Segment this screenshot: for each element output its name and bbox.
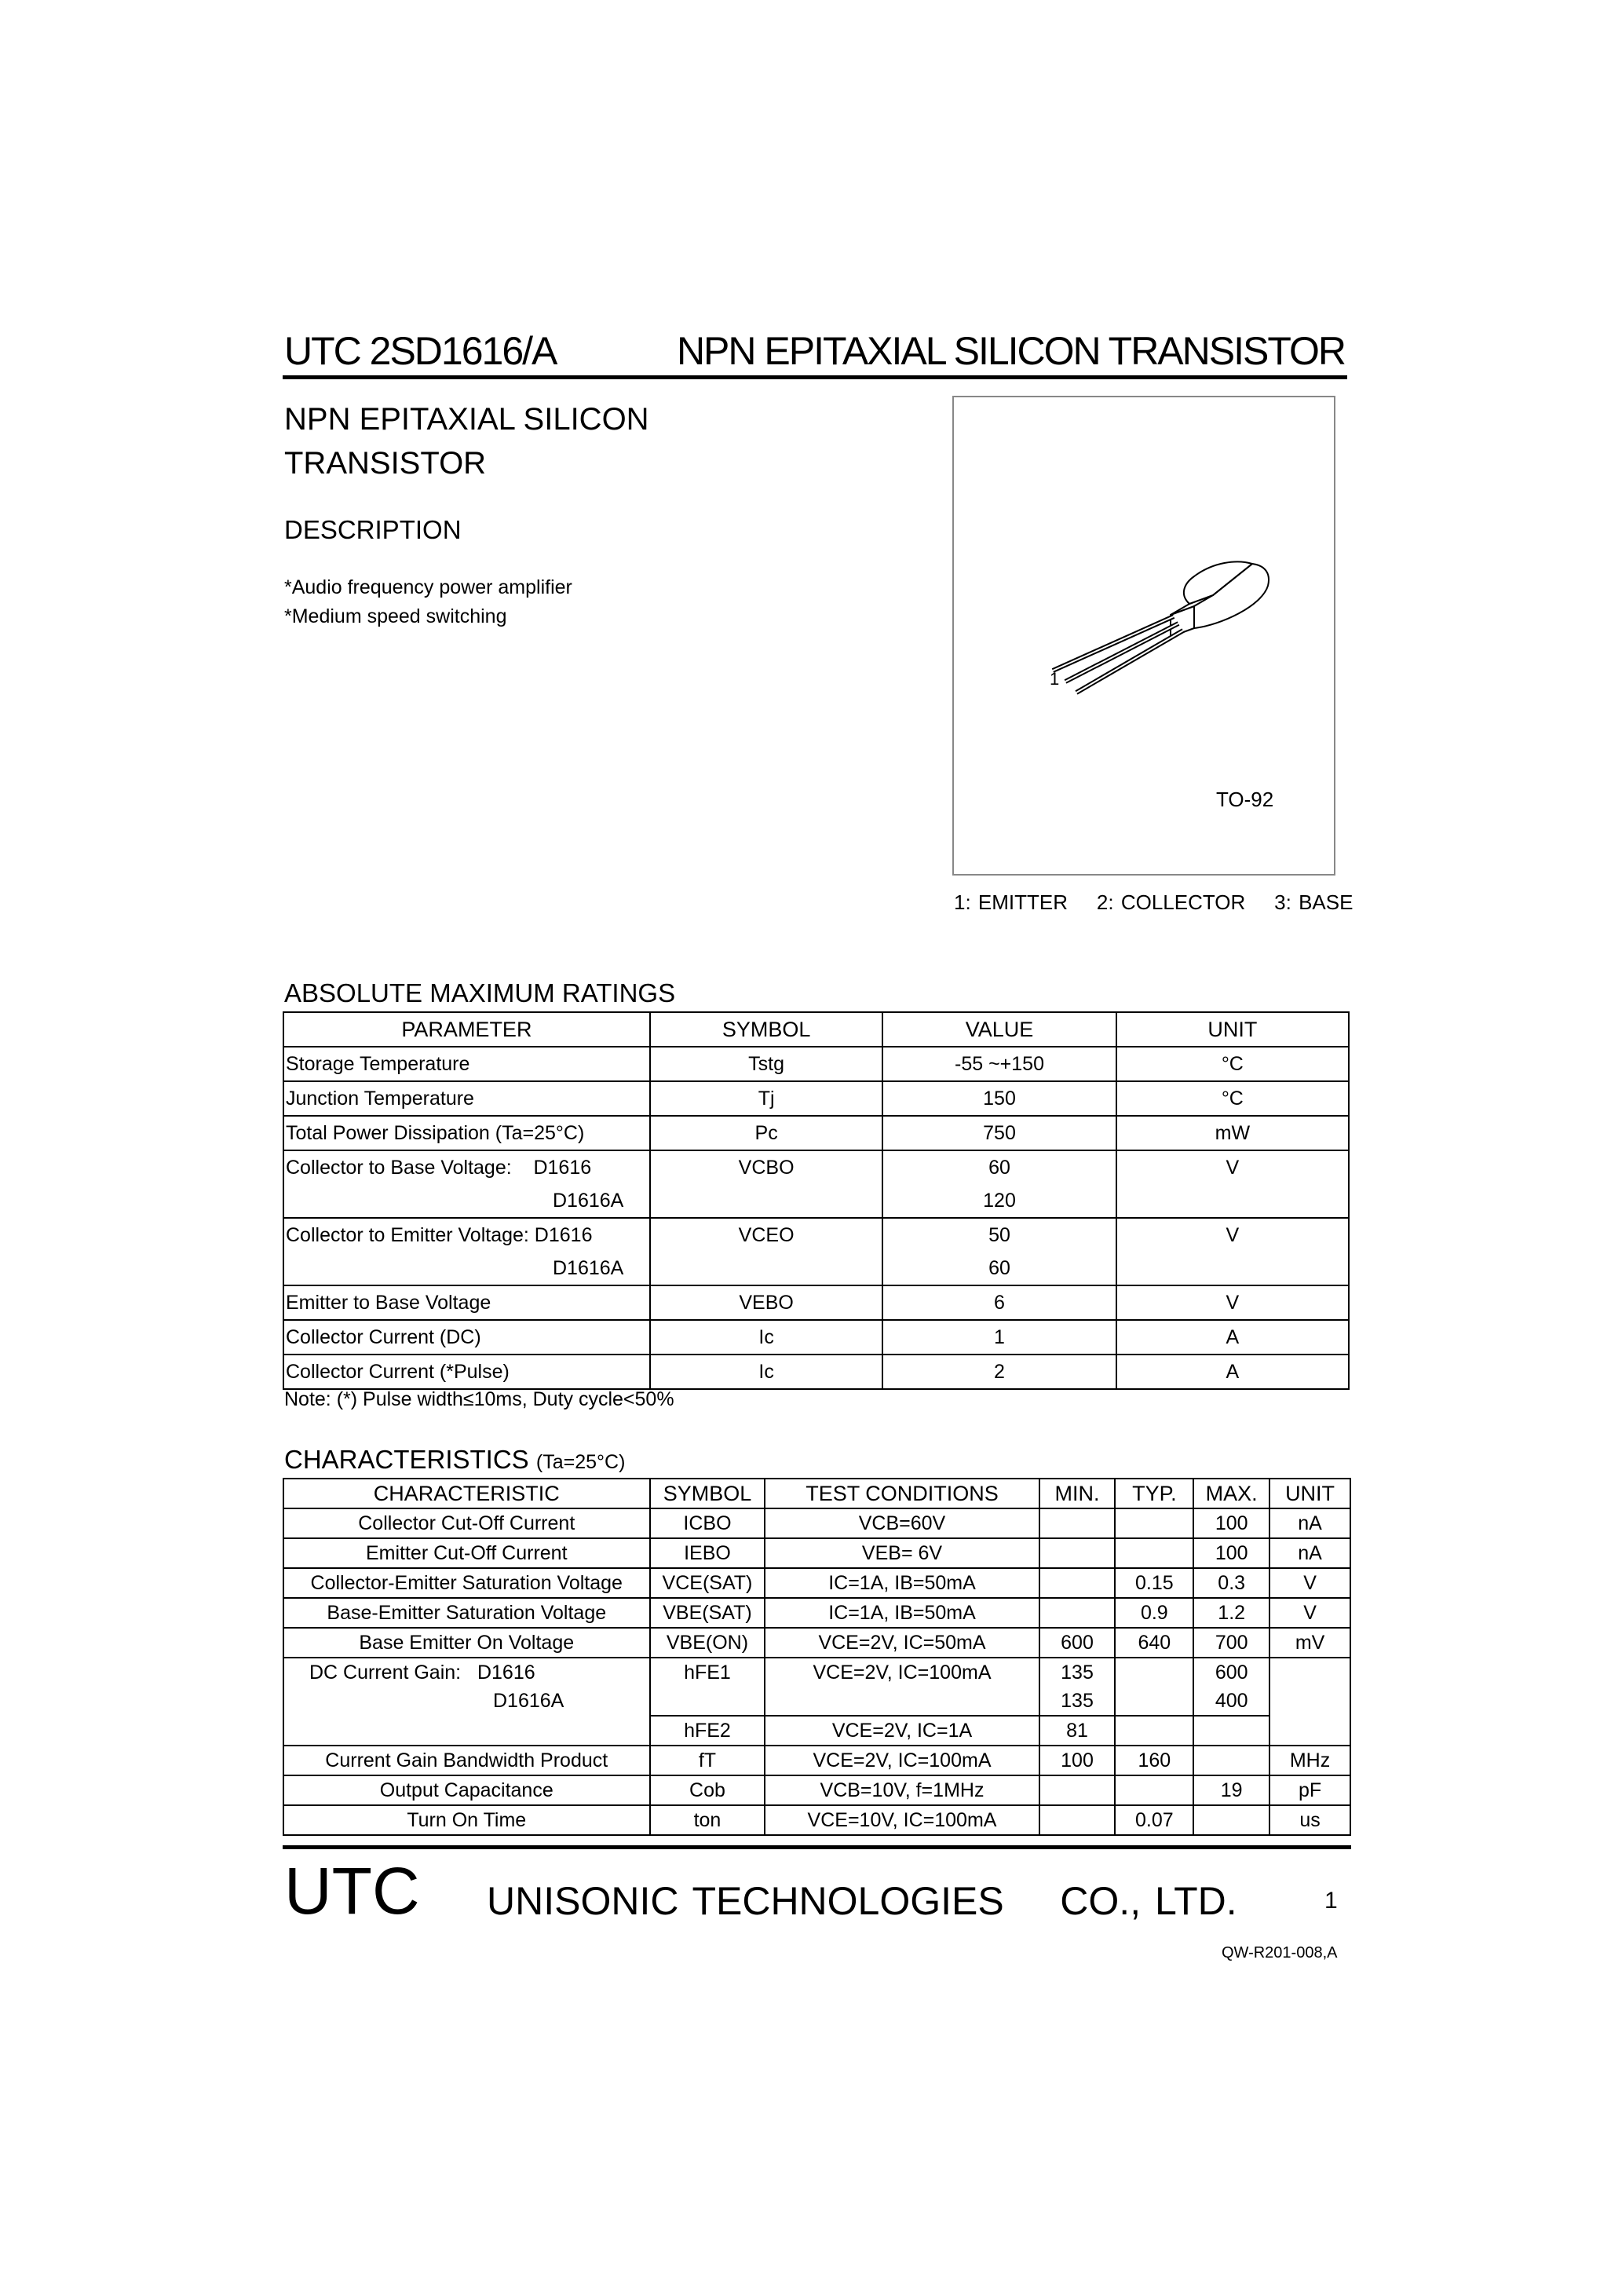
unit-cell: mW [1116,1116,1349,1150]
symbol-cell: Tstg [650,1047,882,1081]
condition-cell: VCE=10V, IC=100mA [765,1805,1039,1835]
table-row [283,1218,1349,1285]
value-line: 60 [988,1257,1010,1279]
symbol-cell: Tj [650,1081,882,1116]
value-cell [882,1218,1116,1285]
param-line: D1616A [553,1257,624,1279]
param-line: Collector to Emitter Voltage: D1616 [286,1224,593,1246]
condition-cell: IC=1A, IB=50mA [765,1598,1039,1628]
unit-cell: nA [1269,1508,1350,1538]
max-cell: 0.3 [1193,1568,1269,1598]
param-cell: Collector Current (*Pulse) [283,1355,650,1389]
dc-gain-cell [283,1658,650,1746]
min-cell [1039,1805,1116,1835]
table-row [283,1775,1350,1805]
param-line: Collector to Base Voltage: D1616 [286,1157,592,1179]
symbol-cell: VCEO [650,1218,882,1285]
characteristic-cell: Current Gain Bandwidth Product [283,1746,650,1775]
pin-1-marker: 1 [1050,669,1060,689]
description-heading: DESCRIPTION [284,515,462,544]
symbol-cell: VBE(ON) [650,1628,765,1658]
condition-cell: IC=1A, IB=50mA [765,1568,1039,1598]
max-cell [1193,1746,1269,1775]
package-name: TO-92 [1216,788,1274,811]
max-cell: 700 [1193,1628,1269,1658]
symbol-cell: VCE(SAT) [650,1568,765,1598]
col-header: MAX. [1193,1479,1269,1508]
footer-rule [283,1845,1351,1849]
unit-cell: V [1269,1598,1350,1628]
to92-transistor-icon [954,397,1334,874]
param-cell: Junction Temperature [283,1081,650,1116]
typ-cell: 0.9 [1115,1598,1193,1628]
max-cell [1193,1716,1269,1746]
min-cell [1039,1568,1116,1598]
max-cell: 19 [1193,1775,1269,1805]
typ-cell: 0.07 [1115,1805,1193,1835]
symbol-cell: VCBO [650,1150,882,1218]
characteristic-cell: Emitter Cut-Off Current [283,1538,650,1568]
max-cell [1193,1658,1269,1716]
unit-cell: V [1116,1150,1349,1218]
symbol-cell: fT [650,1746,765,1775]
symbol-cell: IEBO [650,1538,765,1568]
symbol-cell: Ic [650,1320,882,1355]
footer-logo: UTC [284,1854,420,1928]
param-line: D1616A [553,1190,624,1212]
typ-cell [1115,1716,1193,1746]
symbol-cell: VEBO [650,1285,882,1320]
min-cell [1039,1508,1116,1538]
description-item: *Audio frequency power amplifier [284,576,572,598]
min-line: 135 [1061,1690,1094,1712]
col-header: SYMBOL [650,1012,882,1047]
table-row [283,1355,1349,1389]
condition-cell: VCE=2V, IC=1A [765,1716,1039,1746]
value-cell: 2 [882,1355,1116,1389]
table-row [283,1658,1350,1716]
dc-gain-label: DC Current Gain: D1616 [309,1662,535,1684]
typ-cell: 160 [1115,1746,1193,1775]
max-cell: 100 [1193,1538,1269,1568]
symbol-cell: ICBO [650,1508,765,1538]
max-line: 600 [1215,1662,1248,1684]
characteristic-cell: Base-Emitter Saturation Voltage [283,1598,650,1628]
table-header-row [283,1012,1349,1047]
typ-cell [1115,1508,1193,1538]
min-cell [1039,1598,1116,1628]
abs-max-note: Note: (*) Pulse width≤10ms, Duty cycle<50% [284,1388,674,1410]
page-title [284,397,649,485]
unit-cell: V [1269,1568,1350,1598]
col-header: VALUE [882,1012,1116,1047]
characteristic-cell: Collector-Emitter Saturation Voltage [283,1568,650,1598]
value-cell [882,1150,1116,1218]
table-row [283,1805,1350,1835]
min-cell: 100 [1039,1746,1116,1775]
value-line: 120 [983,1190,1016,1212]
table-row [283,1116,1349,1150]
min-cell [1039,1658,1116,1716]
param-cell: Emitter to Base Voltage [283,1285,650,1320]
col-header: SYMBOL [650,1479,765,1508]
max-cell: 100 [1193,1508,1269,1538]
abs-max-table [283,1011,1350,1390]
symbol-cell: Cob [650,1775,765,1805]
col-header: TEST CONDITIONS [765,1479,1039,1508]
unit-cell: °C [1116,1047,1349,1081]
pin-legend: 1: EMITTER 2: COLLECTOR 3: BASE [954,890,1353,914]
unit-cell: °C [1116,1081,1349,1116]
characteristic-cell: Turn On Time [283,1805,650,1835]
param-cell: Total Power Dissipation (Ta=25°C) [283,1116,650,1150]
table-row [283,1598,1350,1628]
characteristic-cell: Output Capacitance [283,1775,650,1805]
unit-cell: nA [1269,1538,1350,1568]
title-line-1: NPN EPITAXIAL SILICON [284,402,649,437]
characteristics-table [283,1478,1351,1836]
table-row [283,1285,1349,1320]
unit-cell: V [1116,1285,1349,1320]
min-cell: 81 [1039,1716,1116,1746]
condition-cell: VCB=60V [765,1508,1039,1538]
table-row [283,1538,1350,1568]
max-line: 400 [1215,1690,1248,1712]
characteristic-cell: Base Emitter On Voltage [283,1628,650,1658]
unit-cell: V [1116,1218,1349,1285]
value-cell: 1 [882,1320,1116,1355]
min-cell [1039,1538,1116,1568]
value-cell: -55 ~+150 [882,1047,1116,1081]
condition-cell: VCE=2V, IC=50mA [765,1628,1039,1658]
footer-company-name: UNISONIC TECHNOLOGIES CO., LTD. [487,1879,1237,1923]
unit-cell: us [1269,1805,1350,1835]
dc-gain-label-2: D1616A [493,1690,564,1712]
title-line-2: TRANSISTOR [284,446,487,481]
condition-cell: VCB=10V, f=1MHz [765,1775,1039,1805]
document-number: QW-R201-008,A [1222,1944,1338,1961]
table-row [283,1320,1349,1355]
condition-cell: VCE=2V, IC=100mA [765,1658,1039,1716]
abs-max-heading: ABSOLUTE MAXIMUM RATINGS [284,978,676,1007]
table-row [283,1150,1349,1218]
symbol-cell: VBE(SAT) [650,1598,765,1628]
min-cell [1039,1775,1116,1805]
typ-cell: 0.15 [1115,1568,1193,1598]
unit-cell: A [1116,1355,1349,1389]
symbol-cell: hFE2 [650,1716,765,1746]
value-cell: 6 [882,1285,1116,1320]
table-row [283,1081,1349,1116]
max-cell: 1.2 [1193,1598,1269,1628]
condition-cell: VEB= 6V [765,1538,1039,1568]
param-cell: Collector Current (DC) [283,1320,650,1355]
min-cell: 600 [1039,1628,1116,1658]
typ-cell: 640 [1115,1628,1193,1658]
header-part-number: UTC 2SD1616/A [284,329,557,373]
col-header: UNIT [1116,1012,1349,1047]
table-row [283,1628,1350,1658]
value-line: 60 [988,1157,1010,1179]
unit-cell: mV [1269,1628,1350,1658]
col-header: UNIT [1269,1479,1350,1508]
typ-cell [1115,1658,1193,1716]
param-cell: Storage Temperature [283,1047,650,1081]
description-item: *Medium speed switching [284,605,507,627]
unit-cell: MHz [1269,1746,1350,1775]
symbol-cell: Pc [650,1116,882,1150]
unit-cell: pF [1269,1775,1350,1805]
max-cell [1193,1805,1269,1835]
characteristics-condition: (Ta=25°C) [535,1451,626,1473]
table-row [283,1568,1350,1598]
table-row [283,1746,1350,1775]
value-line: 50 [988,1224,1010,1246]
header-rule [283,375,1347,379]
typ-cell [1115,1775,1193,1805]
condition-cell: VCE=2V, IC=100mA [765,1746,1039,1775]
characteristics-heading [284,1445,625,1475]
unit-cell [1269,1658,1350,1746]
symbol-cell: hFE1 [650,1658,765,1716]
table-row [283,1508,1350,1538]
col-header: TYP. [1115,1479,1193,1508]
col-header: CHARACTERISTIC [283,1479,650,1508]
table-row [283,1047,1349,1081]
header-device-type: NPN EPITAXIAL SILICON TRANSISTOR [676,329,1345,373]
col-header: MIN. [1039,1479,1116,1508]
min-line: 135 [1061,1662,1094,1684]
symbol-cell: ton [650,1805,765,1835]
characteristics-title: CHARACTERISTICS [284,1445,529,1474]
page-number: 1 [1324,1888,1338,1914]
value-cell: 150 [882,1081,1116,1116]
unit-cell: A [1116,1320,1349,1355]
param-cell [283,1218,650,1285]
value-cell: 750 [882,1116,1116,1150]
col-header: PARAMETER [283,1012,650,1047]
description-list [284,573,572,631]
param-cell [283,1150,650,1218]
symbol-cell: Ic [650,1355,882,1389]
package-figure [952,396,1335,876]
table-header-row [283,1479,1350,1508]
characteristic-cell: Collector Cut-Off Current [283,1508,650,1538]
typ-cell [1115,1538,1193,1568]
